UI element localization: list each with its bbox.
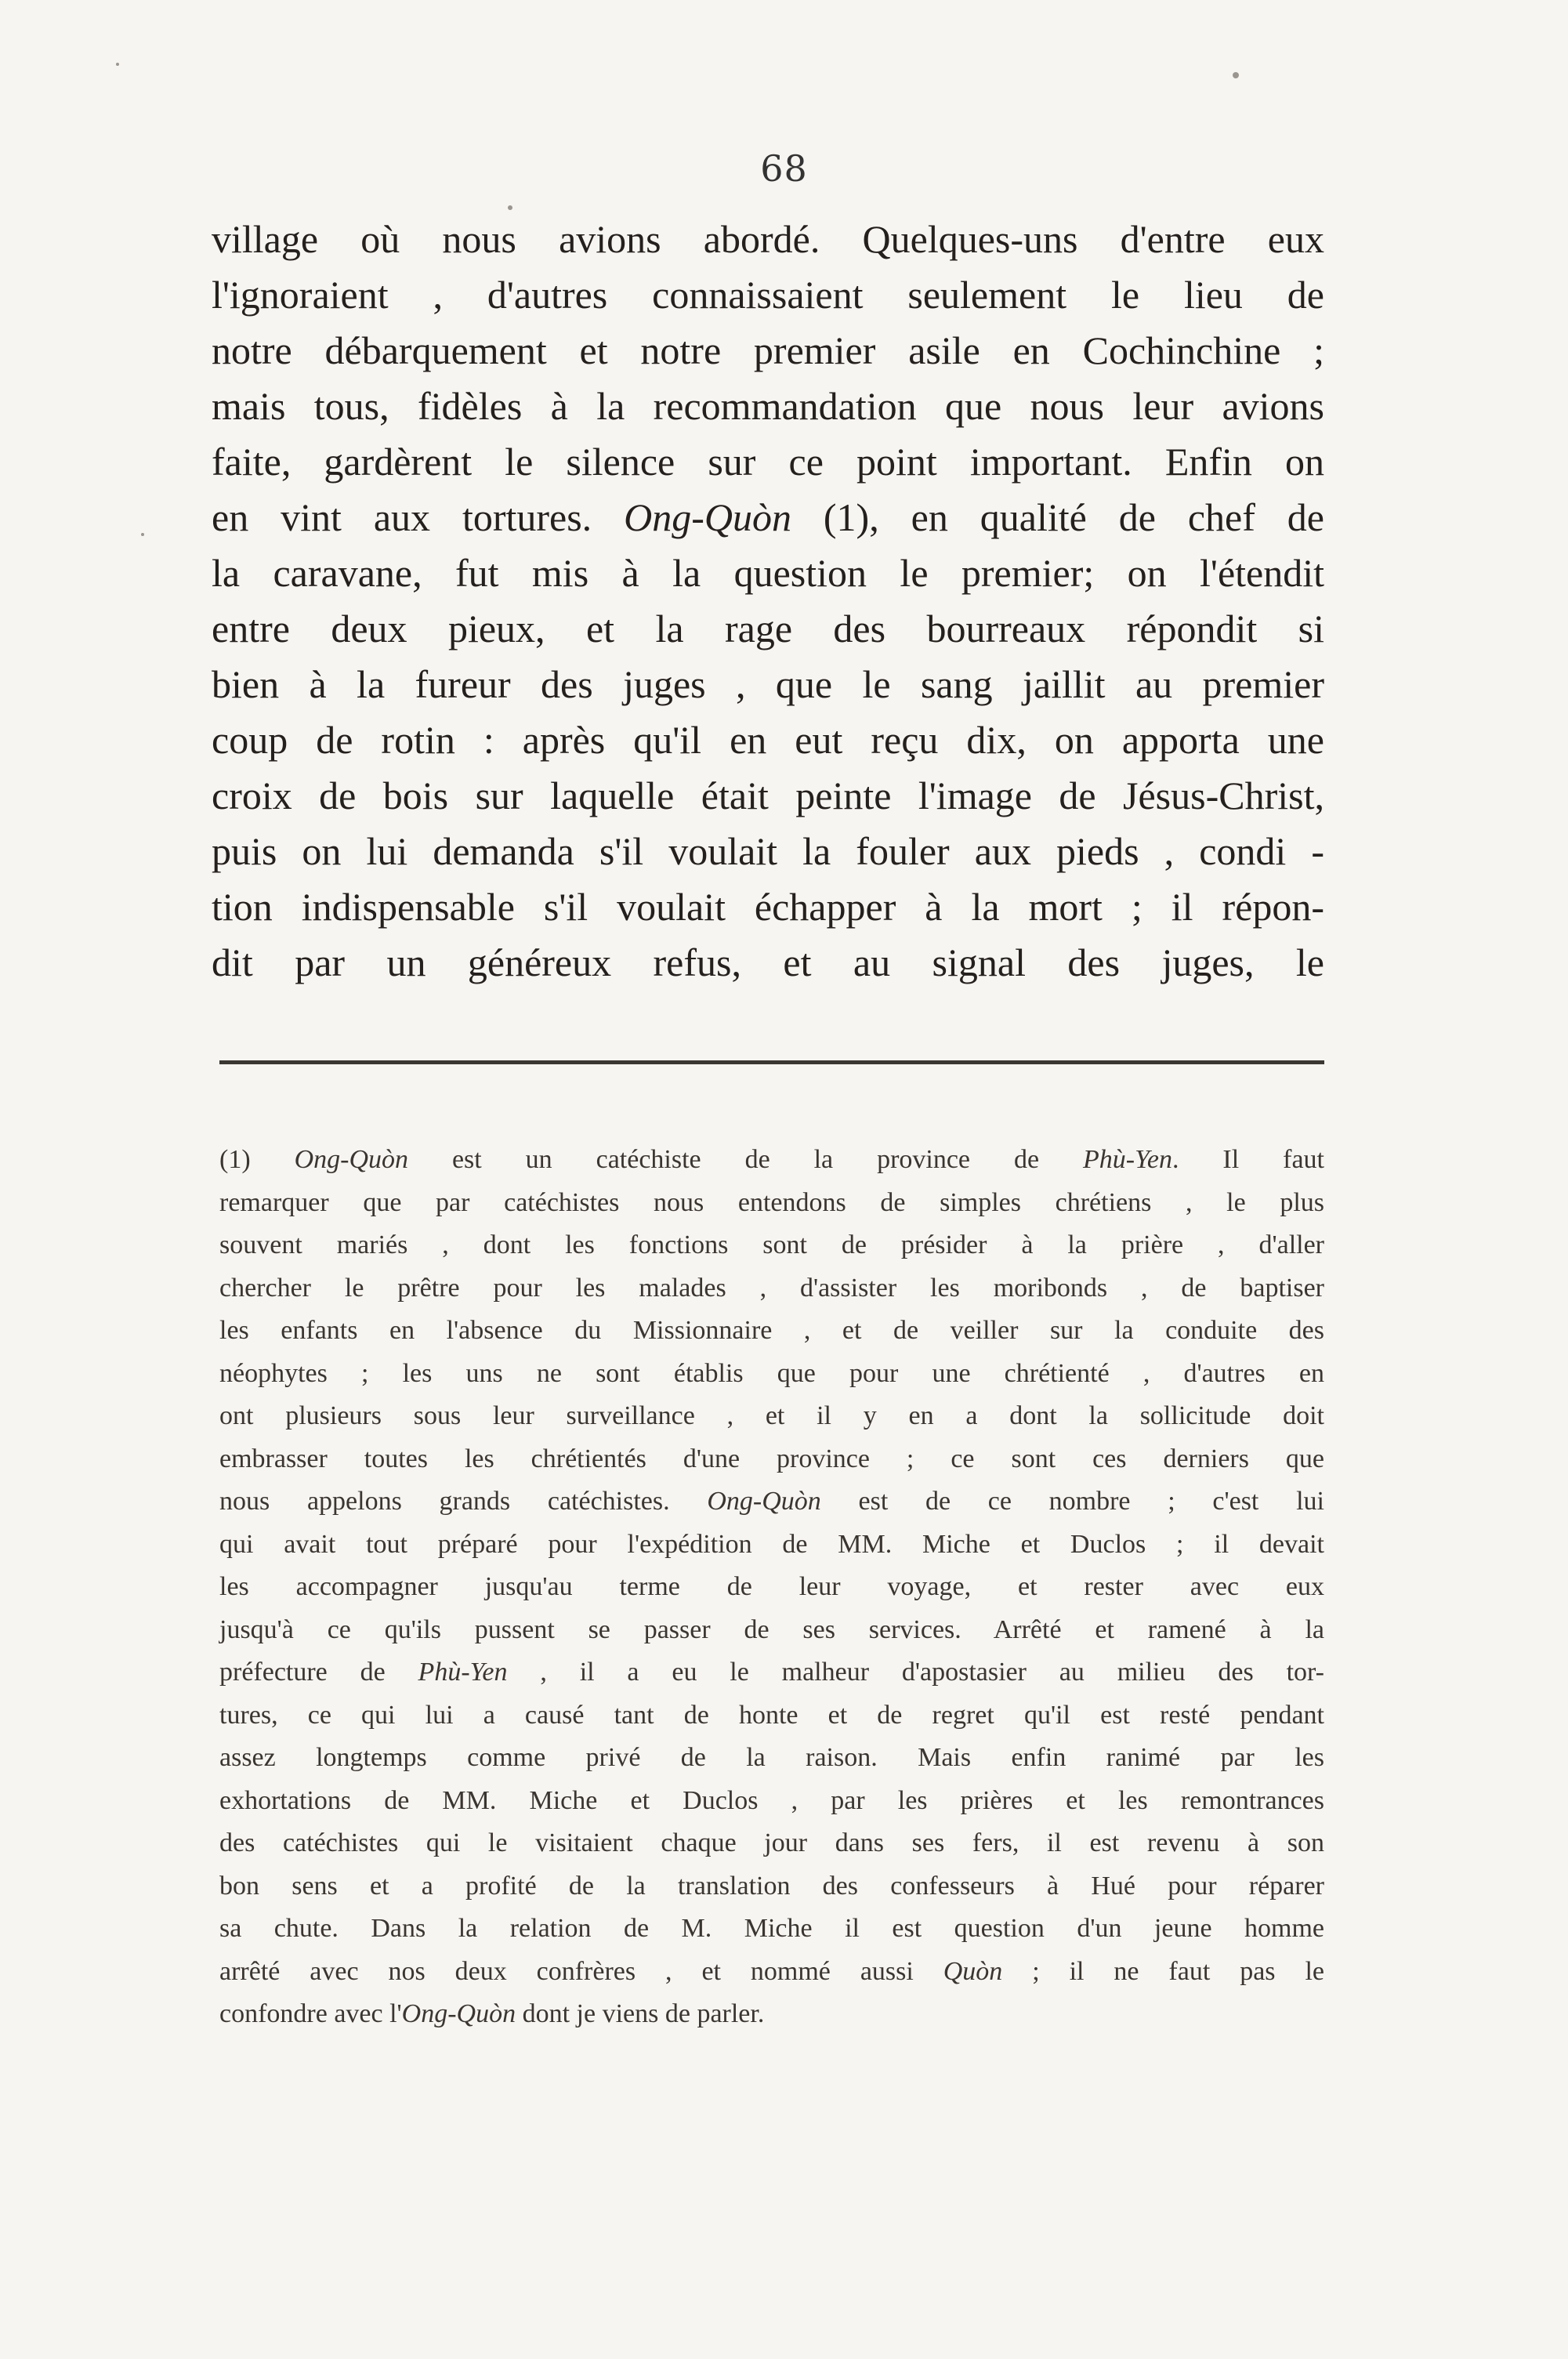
footnote-line: jusqu'à ce qu'ils pussent se passer de ses services. Arrêté et ramené à la — [219, 1614, 1324, 1644]
footnote-line: nous appelons grands catéchistes. Ong-Quòn est de ce nombre ; c'est lui — [219, 1487, 1324, 1516]
footnote-line: exhortations de MM. Miche et Duclos , par les prières et les remontrances — [219, 1785, 1324, 1815]
main-line: tion indispensable s'il voulait échapper à la mort ; il répon- — [212, 885, 1324, 929]
footnote-line: sa chute. Dans la relation de M. Miche il est question d'un jeune homme — [219, 1914, 1324, 1943]
main-line: puis on lui demanda s'il voulait la fouler aux pieds , condi - — [212, 829, 1324, 873]
footnote-line: tures, ce qui lui a causé tant de honte et de regret qu'il est resté pendant — [219, 1700, 1324, 1730]
footnote-line: embrasser toutes les chrétientés d'une province ; ce sont ces derniers que — [219, 1444, 1324, 1473]
footnote-line: remarquer que par catéchistes nous entendons de simples chrétiens , le plus — [219, 1187, 1324, 1217]
footnote-line: néophytes ; les uns ne sont établis que pour une chrétienté , d'autres en — [219, 1358, 1324, 1388]
footnote-separator-rule — [219, 1060, 1324, 1064]
paper-speck — [116, 63, 119, 66]
footnote-block — [219, 1139, 1324, 2036]
main-line: dit par un généreux refus, et au signal des juges, le — [212, 940, 1324, 984]
footnote-line: préfecture de Phù-Yen , il a eu le malheur d'apostasier au milieu des tor- — [219, 1658, 1324, 1687]
page-number: 68 — [760, 147, 808, 190]
main-line: faite, gardèrent le silence sur ce point important. Enfin on — [212, 440, 1324, 484]
main-line: croix de bois sur laquelle était peinte l'image de Jésus-Christ, — [212, 774, 1324, 817]
footnote-line: chercher le prêtre pour les malades , d'assister les moribonds , de baptiser — [219, 1273, 1324, 1303]
main-text-block — [212, 212, 1324, 991]
main-line: entre deux pieux, et la rage des bourreaux répondit si — [212, 607, 1324, 650]
footnote-line: arrêté avec nos deux confrères , et nommé aussi Quòn ; il ne faut pas le — [219, 1956, 1324, 1986]
paper-speck — [141, 533, 144, 536]
main-line: mais tous, fidèles à la recommandation que nous leur avions — [212, 384, 1324, 428]
main-line: bien à la fureur des juges , que le sang jaillit au premier — [212, 662, 1324, 706]
footnote-line: souvent mariés , dont les fonctions sont de présider à la prière , d'aller — [219, 1230, 1324, 1259]
footnote-line: (1) Ong-Quòn est un catéchiste de la province de Phù-Yen. Il faut — [219, 1145, 1324, 1174]
paper-speck — [508, 205, 512, 210]
footnote-line: des catéchistes qui le visitaient chaque jour dans ses fers, il est revenu à son — [219, 1828, 1324, 1857]
main-line: notre débarquement et notre premier asile en Cochinchine ; — [212, 328, 1324, 372]
footnote-line: les enfants en l'absence du Missionnaire , et de veiller sur la conduite des — [219, 1316, 1324, 1345]
footnote-line: ont plusieurs sous leur surveillance , et il y en a dont la sollicitude doit — [219, 1401, 1324, 1430]
footnote-line: les accompagner jusqu'au terme de leur voyage, et rester avec eux — [219, 1572, 1324, 1601]
footnote-line: qui avait tout préparé pour l'expédition de MM. Miche et Duclos ; il devait — [219, 1529, 1324, 1559]
main-line: en vint aux tortures. Ong-Quòn (1), en qualité de chef de — [212, 495, 1324, 539]
footnote-line: bon sens et a profité de la translation des confesseurs à Hué pour réparer — [219, 1871, 1324, 1901]
main-line: l'ignoraient , d'autres connaissaient seulement le lieu de — [212, 273, 1324, 317]
main-line: village où nous avions abordé. Quelques-uns d'entre eux — [212, 217, 1324, 261]
footnote-line: confondre avec l'Ong-Quòn dont je viens de parler. — [219, 1999, 765, 2028]
footnote-line: assez longtemps comme privé de la raison. Mais enfin ranimé par les — [219, 1743, 1324, 1772]
main-line: coup de rotin : après qu'il en eut reçu dix, on apporta une — [212, 718, 1324, 762]
main-line: la caravane, fut mis à la question le premier; on l'étendit — [212, 551, 1324, 595]
paper-speck — [1233, 72, 1239, 78]
